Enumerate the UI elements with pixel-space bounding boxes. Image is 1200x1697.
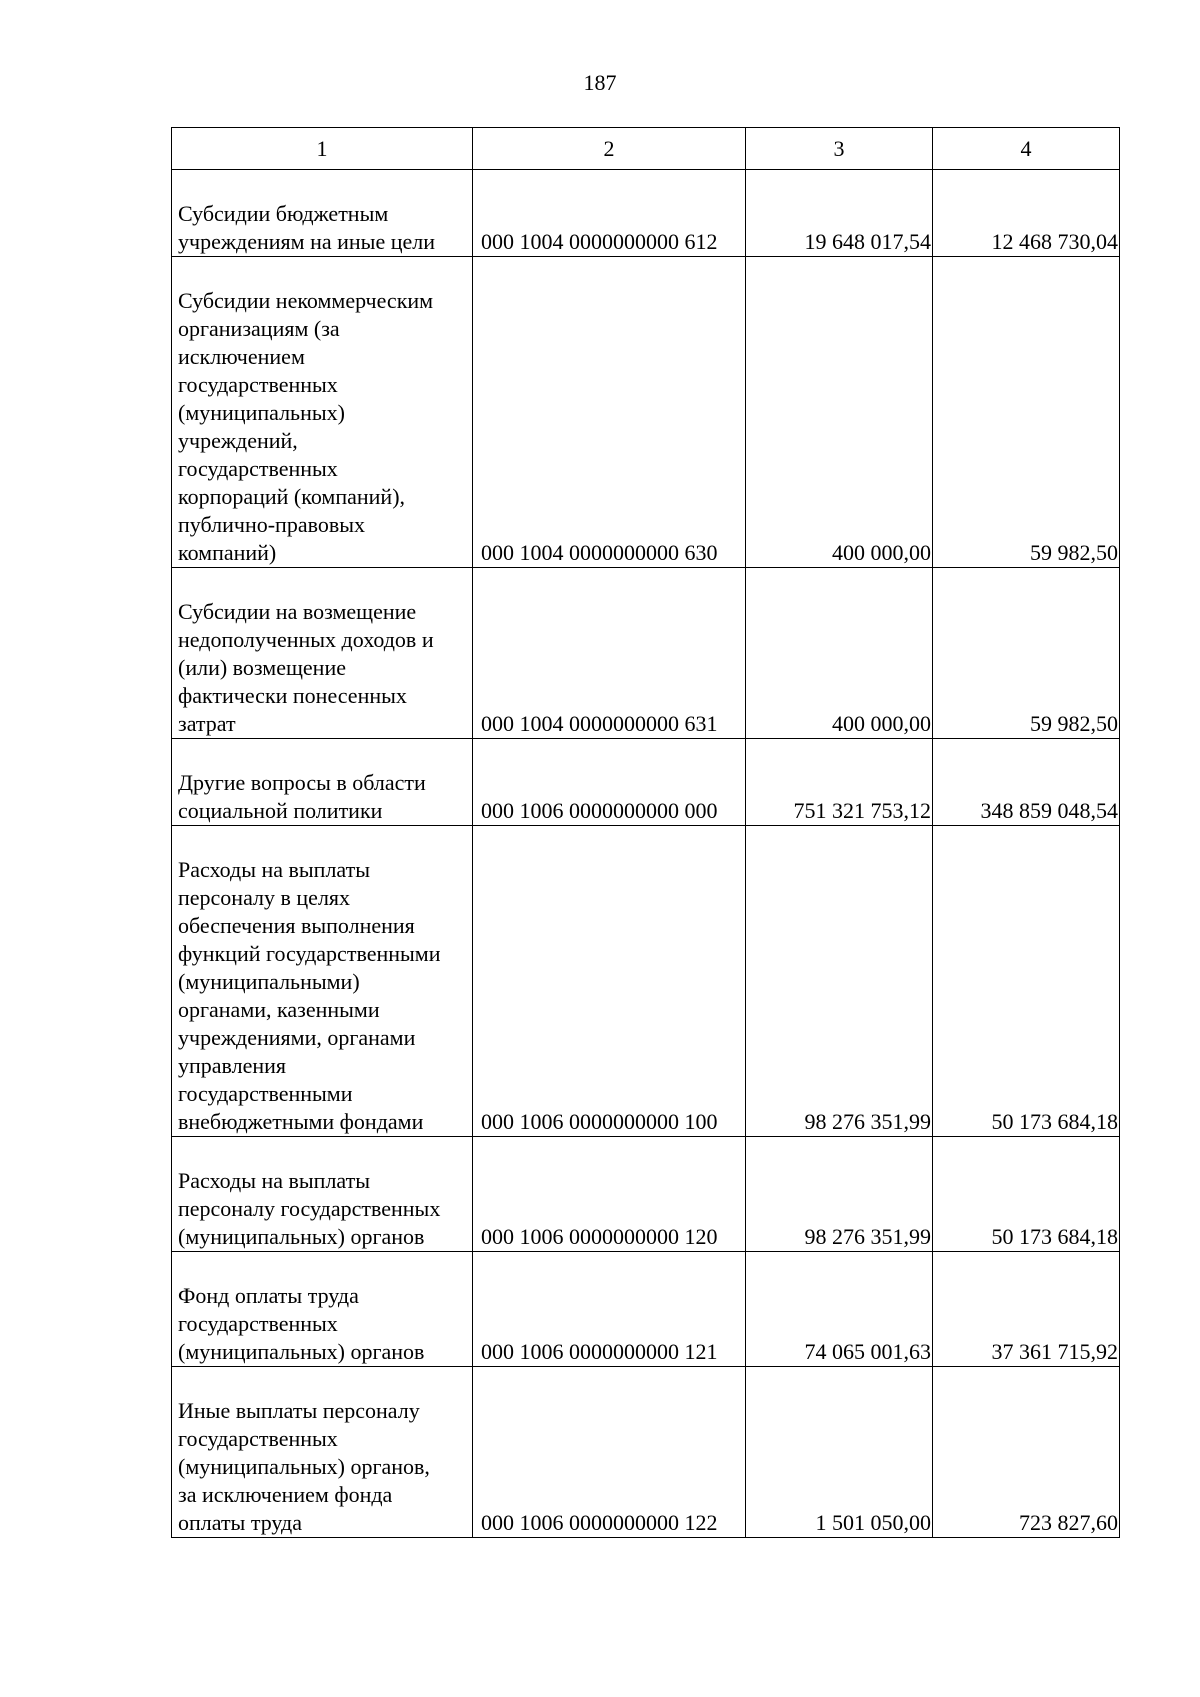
row-value-col4: 50 173 684,18 xyxy=(933,1137,1120,1252)
row-code: 000 1004 0000000000 631 xyxy=(473,568,746,739)
row-code: 000 1006 0000000000 120 xyxy=(473,1137,746,1252)
row-code: 000 1004 0000000000 630 xyxy=(473,257,746,568)
row-value-col3: 1 501 050,00 xyxy=(746,1367,933,1538)
table-row xyxy=(172,170,1120,257)
row-value-col3: 400 000,00 xyxy=(746,257,933,568)
row-value-col3: 98 276 351,99 xyxy=(746,1137,933,1252)
row-value-col4: 723 827,60 xyxy=(933,1367,1120,1538)
row-value-col4: 59 982,50 xyxy=(933,257,1120,568)
row-name: Субсидии бюджетным учреждениям на иные цели xyxy=(172,170,473,257)
table-row xyxy=(172,1252,1120,1367)
row-name: Расходы на выплаты персоналу в целях обеспечения выполнения функций государственными (муниципальными) органами, казенными учреждениями, органами управления государственными внебюджетными фондами xyxy=(172,826,473,1137)
row-name: Субсидии на возмещение недополученных доходов и (или) возмещение фактически понесенных затрат xyxy=(172,568,473,739)
table-row xyxy=(172,1367,1120,1538)
table-row xyxy=(172,739,1120,826)
row-value-col3: 400 000,00 xyxy=(746,568,933,739)
row-value-col4: 59 982,50 xyxy=(933,568,1120,739)
row-value-col4: 12 468 730,04 xyxy=(933,170,1120,257)
row-code: 000 1006 0000000000 100 xyxy=(473,826,746,1137)
row-name: Субсидии некоммерческим организациям (за исключением государственных (муниципальных) учреждений, государственных корпораций (компаний), публично-правовых компаний) xyxy=(172,257,473,568)
column-header: 1 xyxy=(172,128,473,170)
row-value-col4: 37 361 715,92 xyxy=(933,1252,1120,1367)
column-header: 3 xyxy=(746,128,933,170)
table-row xyxy=(172,826,1120,1137)
row-name: Расходы на выплаты персоналу государственных (муниципальных) органов xyxy=(172,1137,473,1252)
row-code: 000 1006 0000000000 000 xyxy=(473,739,746,826)
row-code: 000 1006 0000000000 122 xyxy=(473,1367,746,1538)
row-code: 000 1004 0000000000 612 xyxy=(473,170,746,257)
table-row xyxy=(172,1137,1120,1252)
column-header: 2 xyxy=(473,128,746,170)
page-number: 187 xyxy=(583,70,617,95)
column-header: 4 xyxy=(933,128,1120,170)
row-value-col4: 50 173 684,18 xyxy=(933,826,1120,1137)
row-value-col3: 98 276 351,99 xyxy=(746,826,933,1137)
row-code: 000 1006 0000000000 121 xyxy=(473,1252,746,1367)
row-value-col4: 348 859 048,54 xyxy=(933,739,1120,826)
table-row xyxy=(172,568,1120,739)
row-value-col3: 19 648 017,54 xyxy=(746,170,933,257)
row-name: Фонд оплаты труда государственных (муниципальных) органов xyxy=(172,1252,473,1367)
budget-table xyxy=(171,127,1120,1538)
table-header-row xyxy=(172,128,1120,170)
table-row xyxy=(172,257,1120,568)
row-name: Другие вопросы в области социальной политики xyxy=(172,739,473,826)
row-value-col3: 74 065 001,63 xyxy=(746,1252,933,1367)
row-name: Иные выплаты персоналу государственных (муниципальных) органов, за исключением фонда оплаты труда xyxy=(172,1367,473,1538)
row-value-col3: 751 321 753,12 xyxy=(746,739,933,826)
